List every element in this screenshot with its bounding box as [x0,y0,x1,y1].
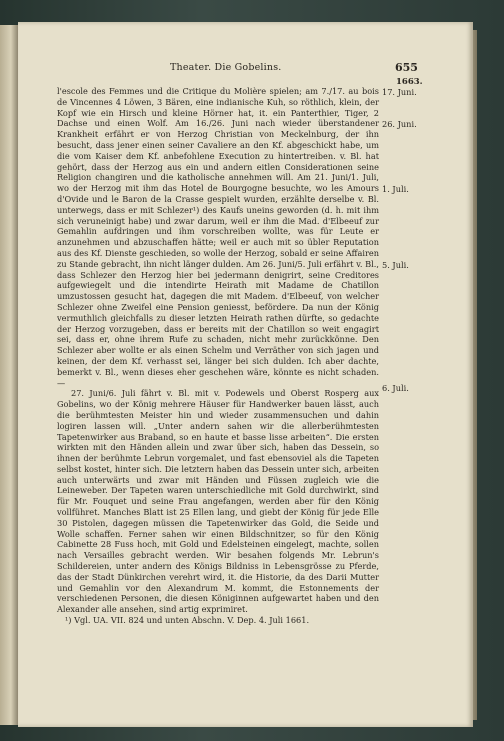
margin-date: 17. Juni. [382,87,417,97]
margin-date: 6. Juli. [382,383,409,393]
page-number: 655 [395,61,418,74]
paragraph: 27. Juni/6. Juli fährt v. Bl. mit v. Podewels und Oberst Rosperg aux Gobelins, wo der König mehrere Häuser für Handwerker bauen lässt, auch die berühmtesten Meister hin und wieder zusammensuchen und dahin logiren lassen will. „Unter andern sahen wir die allerberühmtesten Tapetenwirker aus Braband, so en haute et basse lisse arbeiten“. Die ersten wirkten mit den Händen allein und zwar über sich, haben das Dessein, so ihnen der berühmte Lebrun vorgemalet, und fast ebensoviel als die Tapeten selbst kostet, hinter sich. Die letztern haben das Dessein unter sich, arbeiten auch unterwärts und zwar mit Händen und Füssen zugleich wie die Leineweber. Der Tapeten waren unterschiedliche mit Gold durchwirkt, sind für Mr. Fouquet und seine Frau angefangen, werden aber für den König vollführet. Manches Blatt ist 25 Ellen lang, und giebt der König für jede Elle 30 Pistolen, dagegen müssen die Tapetenwirker das Gold, die Seide und Wolle schaffen. Ferner sahen wir einen Bildschnitzer, so für den König Cabinette 28 Fuss hoch, mit Gold und Edelsteinen eingelegt, machte, sollen nach Versailles gebracht werden. Wir besahen folgends Mr. Lebrun's Schildereien, unter andern des Königs Bildniss in Lebensgrösse zu Pferde, das der Stadt Dünkirchen verehrt wird, it. die Historie, da des Darii Mutter und Gemahlin vor den Alexandrum M. kommt, die Estonnements der verschiedenen Personen, die diesen Königinnen aufgewartet haben und den Alexander alle ansehen, sind artig exprimiret. [57,388,379,615]
margin-date: 26. Juni. [382,119,417,129]
year-heading: 1663. [396,77,423,87]
left-page-edge [0,25,18,725]
paragraph: l'escole des Femmes und die Critique du Molière spielen; am 7./17. au bois de Vincennes 4 Löwen, 3 Bären, eine indianische Kuh, so röthlich, klein, der Kopf wie ein Hirsch und kleine Hörner hat, it. ein Panterthier, Tiger, 2 Dachse und einen Wolf. Am 16./26. Juni nach wieder überstandener Krankheit erfährt er von Herzog Christian von Meckelnburg, der ihn besucht, dass jener einen seiner Cavaliere an den Kf. abgeschickt habe, um die vom Kaiser dem Kf. anbefohlene Execution zu hintertreiben. v. Bl. hat gehört, dass der Herzog aus ein und andern eitlen Considerationen seine Religion changiren und die katholische annehmen will. Am 21. Juni/1. Juli, wo der Herzog mit ihm das Hotel de Bourgogne besuchte, wo les Amours d'Ovide und le Baron de la Crasse gespielt wurden, erzählte derselbe v. Bl. unterwegs, dass er mit Schlezer¹) des Kaufs uneins geworden (d. h. mit ihm sich veruneinigt habe) und zwar darum, weil er ihm die Mad. d'Elbeeuf zur Gemahlin aufdringen und ihm vorschreiben wollte, was für Leute er anzunehmen und abzuschaffen hätte; weil er auch mit so übler Reputation aus des Kf. Dienste geschieden, so wolle der Herzog, sobald er seine Affairen zu Stande gebracht, ihn nicht länger dulden. Am 26. Juni/5. Juli erfährt v. Bl., dass Schlezer den Herzog hier bei jedermann denigrirt, seine Creditores aufgewiegelt und die intendirte Heirath mit Madame de Chatillon umzustossen gesucht hat, dagegen die mit Madem. d'Elbeeuf, von welcher Schlezer ohne Zweifel eine Pension geniesst, befördere. Da nun der König vermuthlich gleichfalls zu dieser letzten Heirath rathen dürfte, so gedachte der Herzog vorzugeben, dass er bereits mit der Chatillon so weit engagirt sei, dass er, ohne ihrem Rufe zu schaden, nicht mehr zurückkönne. Den Schlezer aber wollte er als einen Schelm und Verräther von sich jagen und keinen, der dem Kf. verhasst sei, länger bei sich dulden. Ich aber dachte, bemerkt v. Bl., wenn dieses eher geschehen wäre, könnte es nicht schaden. — [57,86,379,388]
margin-date: 1. Juli. [382,184,409,194]
body-text [57,86,379,615]
footnote: ¹) Vgl. UA. VII. 824 und unten Abschn. V. Dep. 4. Juli 1661. [65,615,310,625]
running-title: Theater. Die Gobelins. [170,62,282,73]
margin-date: 5. Juli. [382,260,409,270]
